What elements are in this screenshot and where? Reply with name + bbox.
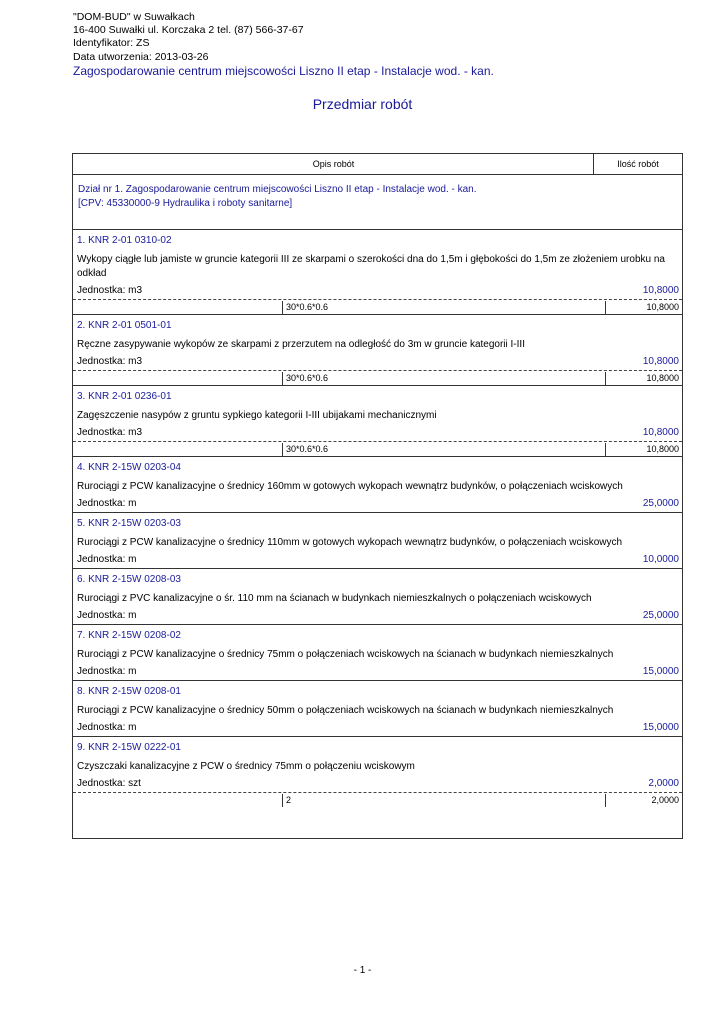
measurement-formula: 30*0.6*0.6 [282, 443, 328, 456]
position-quantity: 15,0000 [642, 666, 679, 677]
position-code: 1. KNR 2-01 0310-02 [77, 235, 172, 246]
table-row [73, 680, 682, 736]
position-code: 5. KNR 2-15W 0203-03 [77, 518, 181, 529]
creation-date: Data utworzenia: 2013-03-26 [73, 50, 209, 63]
position-code: 8. KNR 2-15W 0208-01 [77, 686, 181, 697]
measurement-row [73, 299, 682, 314]
position-code: 3. KNR 2-01 0236-01 [77, 391, 172, 402]
position-unit: Jednostka: m3 [77, 356, 143, 367]
position-unit: Jednostka: m3 [77, 285, 143, 296]
company-name: "DOM-BUD" w Suwałkach [73, 11, 195, 23]
positions-list [73, 230, 682, 807]
position-unit: Jednostka: szt [77, 778, 141, 789]
unit-row [73, 423, 682, 441]
position-code: 9. KNR 2-15W 0222-01 [77, 742, 181, 753]
position-unit: Jednostka: m [77, 666, 137, 677]
section-heading [73, 175, 682, 230]
table-row [73, 456, 682, 512]
measurement-value: 10,8000 [605, 443, 682, 456]
measurement-row [73, 792, 682, 807]
measurement-row [73, 441, 682, 456]
position-description: Czyszczaki kanalizacyjne z PCW o średnicy 75mm o połączeniu wciskowym [77, 761, 415, 772]
section-title: Dział nr 1. Zagospodarowanie centrum miejscowości Liszno II etap - Instalacje wod. - kan. [78, 184, 477, 195]
position-code: 4. KNR 2-15W 0203-04 [77, 462, 181, 473]
position-quantity: 25,0000 [642, 610, 679, 621]
measurement-value: 10,8000 [605, 372, 682, 385]
position-quantity: 10,8000 [642, 427, 679, 438]
position-description: Rurociągi z PCW kanalizacyjne o średnicy 75mm o połączeniach wciskowych na ścianach w budynkach niemieszkalnych [77, 649, 614, 660]
position-description: Ręczne zasypywanie wykopów ze skarpami z przerzutem na odległość do 3m w gruncie kategorii I-III [77, 339, 525, 350]
works-table [72, 153, 683, 839]
table-row [73, 736, 682, 807]
measurement-value: 2,0000 [605, 794, 682, 807]
unit-row [73, 774, 682, 792]
position-code: 7. KNR 2-15W 0208-02 [77, 630, 181, 641]
position-description: Rurociągi z PCW kanalizacyjne o średnicy 50mm o połączeniach wciskowych na ścianach w budynkach niemieszkalnych [77, 705, 614, 716]
position-description: Rurociągi z PCW kanalizacyjne o średnicy 110mm w gotowych wykopach wewnątrz budynków, o połączeniach wciskowych [77, 537, 623, 548]
unit-row [73, 718, 682, 736]
project-title: Zagospodarowanie centrum miejscowości Liszno II etap - Instalacje wod. - kan. [73, 63, 494, 78]
company-address: 16-400 Suwałki ul. Korczaka 2 tel. (87) 566-37-67 [73, 24, 304, 37]
table-row [73, 230, 682, 314]
position-code: 2. KNR 2-01 0501-01 [77, 320, 172, 331]
position-quantity: 10,8000 [642, 285, 679, 296]
unit-row [73, 550, 682, 568]
position-quantity: 2,0000 [648, 778, 679, 789]
identifier: Identyfikator: ZS [73, 37, 150, 50]
measurement-formula: 2 [282, 794, 291, 807]
position-description: Wykopy ciągłe lub jamiste w gruncie kategorii III ze skarpami o szerokości dna do 1,5m i głębokości do 1,5m ze złożeniem urobku na odkład [77, 254, 665, 279]
table-row [73, 568, 682, 624]
measurement-row [73, 370, 682, 385]
position-quantity: 15,0000 [642, 722, 679, 733]
measurement-formula: 30*0.6*0.6 [282, 372, 328, 385]
position-unit: Jednostka: m [77, 722, 137, 733]
col-quantity-header: Ilość robót [617, 159, 659, 169]
document-header [73, 11, 494, 78]
unit-row [73, 606, 682, 624]
position-unit: Jednostka: m3 [77, 427, 143, 438]
unit-row [73, 494, 682, 512]
page-title: Przedmiar robót [312, 96, 413, 112]
position-quantity: 10,0000 [642, 554, 679, 565]
table-row [73, 314, 682, 385]
position-quantity: 10,8000 [642, 356, 679, 367]
position-unit: Jednostka: m [77, 498, 137, 509]
table-header [73, 154, 682, 175]
measurement-formula: 30*0.6*0.6 [282, 301, 328, 314]
unit-row [73, 281, 682, 299]
position-code: 6. KNR 2-15W 0208-03 [77, 574, 181, 585]
position-unit: Jednostka: m [77, 554, 137, 565]
unit-row [73, 662, 682, 680]
measurement-value: 10,8000 [605, 301, 682, 314]
table-row [73, 512, 682, 568]
section-cpv: [CPV: 45330000-9 Hydraulika i roboty sanitarne] [78, 197, 293, 209]
position-unit: Jednostka: m [77, 610, 137, 621]
position-description: Zagęszczenie nasypów z gruntu sypkiego kategorii I-III ubijakami mechanicznymi [77, 410, 437, 421]
unit-row [73, 352, 682, 370]
table-row [73, 624, 682, 680]
table-row [73, 385, 682, 456]
position-description: Rurociągi z PCW kanalizacyjne o średnicy 160mm w gotowych wykopach wewnątrz budynków, o połączeniach wciskowych [77, 481, 623, 492]
position-quantity: 25,0000 [642, 498, 679, 509]
position-description: Rurociągi z PVC kanalizacyjne o śr. 110 mm na ścianach w budynkach niemieszkalnych o połączeniach wciskowych [77, 593, 592, 604]
col-description-header: Opis robót [312, 159, 355, 169]
page-number: - 1 - [353, 965, 372, 976]
